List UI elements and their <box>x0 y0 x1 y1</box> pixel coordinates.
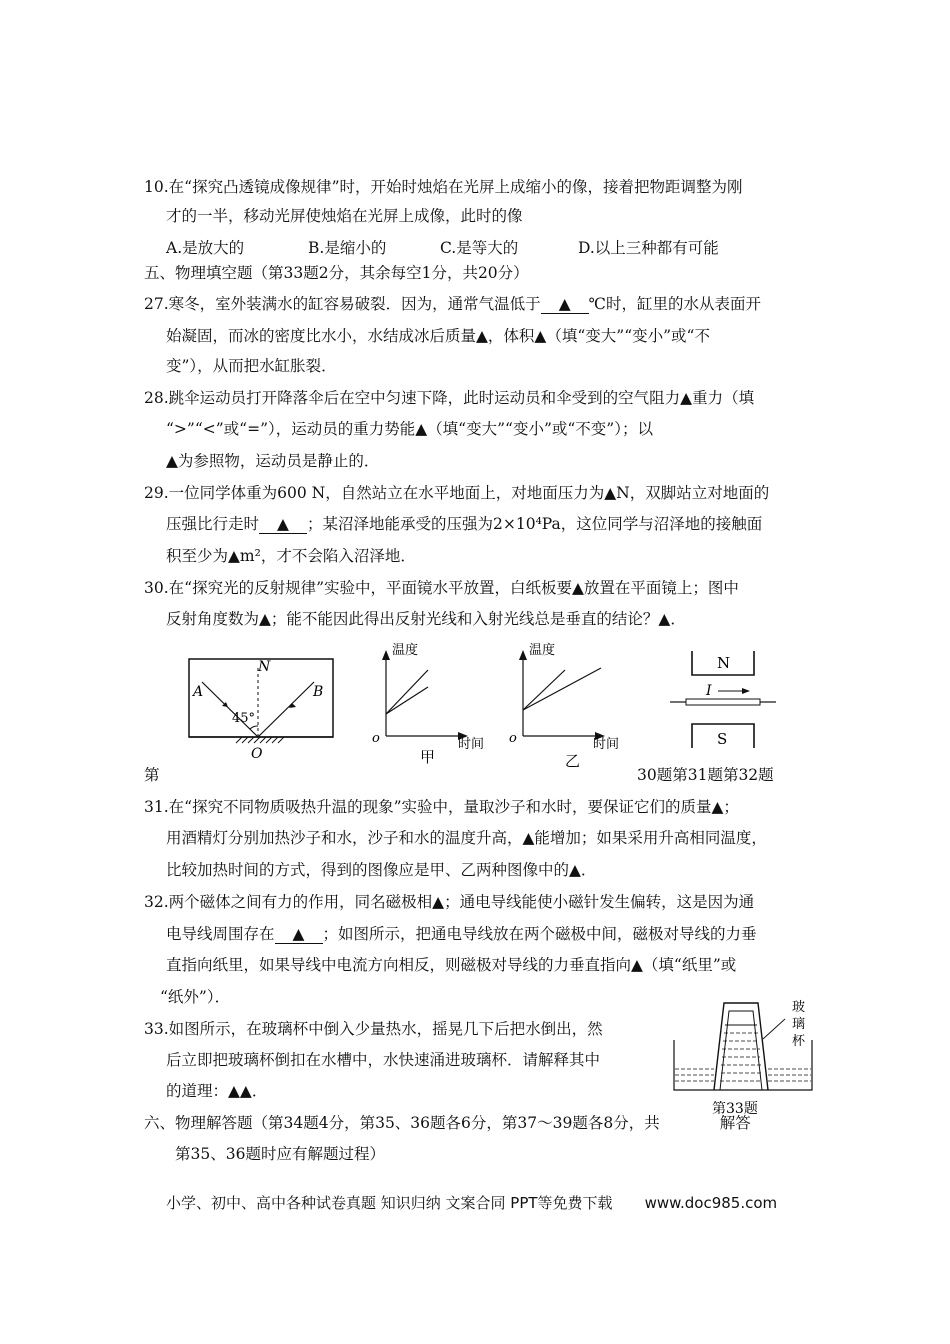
figure-31-graph-yi <box>505 638 633 773</box>
q27-line-1 <box>144 293 761 315</box>
q33-line-3: 的道理：▲▲． <box>166 1082 268 1100</box>
footer <box>166 1192 777 1213</box>
q27-line-3: 变”），从而把水缸胀裂． <box>166 357 337 375</box>
q31-line-2: 用酒精灯分别加热沙子和水，沙子和水的温度升高，▲能增加；如果采用升高相同温度， <box>166 829 767 847</box>
q33-line-1: 33.如图所示，在玻璃杯中倒入少量热水，摇晃几下后把水倒出，然 <box>144 1020 603 1038</box>
figure-30-label-a: A <box>193 684 204 700</box>
figure-33-label-char-1: 玻 <box>792 1000 806 1015</box>
figure-31-yi-xlabel: 时间 <box>593 737 620 752</box>
footer-text: 小学、初中、高中各种试卷真题 知识归纳 文案合同 PPT等免费下载 <box>166 1194 613 1212</box>
figure-31-jia-origin: o <box>372 731 380 746</box>
figure-31-jia-ylabel: 温度 <box>392 643 419 658</box>
figure-30-label-n: N <box>258 659 271 675</box>
q27-line-2: 始凝固，而冰的密度比水小，水结成冰后质量▲，体积▲（填“变大”“变小”或“不 <box>166 327 710 345</box>
q10-option-a: A.是放大的 <box>166 239 245 257</box>
figure-32-south-pole: S <box>717 730 728 748</box>
q29-line-2 <box>166 513 762 535</box>
q10-option-c: C.是等大的 <box>440 239 519 257</box>
q32-line-1: 32.两个磁体之间有力的作用，同名磁极相▲；通电导线能使小磁针发生偏转，这是因为通 <box>144 893 755 911</box>
section-6-line-2: 第35、36题时应有解题过程） <box>175 1145 385 1163</box>
figure-30-reflection <box>180 650 340 765</box>
q29-line-1: 29.一位同学体重为600 N，自然站立在水平地面上，对地面压力为▲N，双脚站立对地面的 <box>144 484 770 502</box>
figure-32-magnets <box>660 648 785 756</box>
q27-text-b: ℃时，缸里的水从表面开 <box>588 295 761 313</box>
q33-line-2: 后立即把玻璃杯倒扣在水槽中，水快速涌进玻璃杯．请解释其中 <box>166 1051 601 1069</box>
q28-line-2: “>”“<”或“=”），运动员的重力势能▲（填“变大”“变小”或“不变”）；以 <box>166 420 653 438</box>
figure-32-north-pole: N <box>717 654 731 672</box>
section-6-text-c: 解答 <box>719 1114 751 1132</box>
q30-line-1: 30.在“探究光的反射规律”实验中，平面镜水平放置，白纸板要▲放置在平面镜上；图中 <box>144 579 739 597</box>
figure-30-label-o: O <box>251 746 263 762</box>
q29-text-a: 压强比行走时 <box>166 515 260 533</box>
q10-line-2: 才的一半，移动光屏使烛焰在光屏上成像，此时的像 <box>166 207 523 225</box>
q27-text-a: 27.寒冬，室外装满水的缸容易破裂．因为，通常气温低于 <box>144 295 541 313</box>
figure-33-glass-cup <box>668 995 818 1120</box>
q32-blank: ▲ <box>275 925 323 944</box>
figure-30-angle: 45° <box>232 711 256 726</box>
q10-line-1: 10.在“探究凸透镜成像规律”时，开始时烛焰在光屏上成缩小的像，接着把物距调整为刚 <box>144 178 743 196</box>
section-6-line-1 <box>144 1112 751 1134</box>
q31-line-1: 31.在“探究不同物质吸热升温的现象”实验中，量取沙子和水时，要保证它们的质量▲； <box>144 798 739 816</box>
figure-caption-left: 第 <box>144 766 160 784</box>
q32-line-4: “纸外”）． <box>160 988 231 1006</box>
footer-url[interactable]: www.doc985.com <box>644 1194 778 1212</box>
figure-33-label-char-3: 杯 <box>792 1034 806 1049</box>
q27-blank: ▲ <box>541 295 589 314</box>
figure-31-yi-ylabel: 温度 <box>529 643 556 658</box>
figure-31-graph-jia <box>368 638 496 773</box>
q32-line-2 <box>166 923 757 945</box>
section-6-text-b: 共 <box>644 1114 660 1132</box>
q10-option-d: D.以上三种都有可能 <box>578 239 719 257</box>
figure-caption-right: 30题第31题第32题 <box>637 766 774 784</box>
q31-line-3: 比较加热时间的方式，得到的图像应是甲、乙两种图像中的▲． <box>166 861 597 879</box>
q30-line-2: 反射角度数为▲；能不能因此得出反射光线和入射光线总是垂直的结论？▲． <box>166 610 686 628</box>
figure-30-label-b: B <box>313 684 324 700</box>
q32-line-3: 直指向纸里，如果导线中电流方向相反，则磁极对导线的力垂直指向▲（填“纸里”或 <box>166 956 737 974</box>
figure-31-yi-name: 乙 <box>565 752 581 770</box>
figure-33-caption: 第33题 <box>712 1101 758 1117</box>
q29-text-b: ；某沼泽地能承受的压强为2×10⁴Pa，这位同学与沼泽地的接触面 <box>307 515 763 533</box>
figure-32-current-label: I <box>706 683 712 699</box>
q32-text-a: 电导线周围存在 <box>166 925 275 943</box>
q32-text-b: ；如图所示，把通电导线放在两个磁极中间，磁极对导线的力垂 <box>322 925 757 943</box>
figure-31-jia-xlabel: 时间 <box>458 737 485 752</box>
q29-line-3: 积至少为▲m²，才不会陷入沼泽地． <box>166 547 416 565</box>
q29-blank: ▲ <box>259 515 307 534</box>
section-6-text-a: 六、物理解答题（第34题4分，第35、36题各6分，第37～39题各8分， <box>144 1114 645 1132</box>
figure-31-yi-origin: o <box>509 731 517 746</box>
figure-33-label-char-2: 璃 <box>792 1017 806 1032</box>
section-5-heading: 五、物理填空题（第33题2分，其余每空1分，共20分） <box>144 264 529 282</box>
figure-31-jia-name: 甲 <box>420 748 436 766</box>
q10-option-b: B.是缩小的 <box>308 239 387 257</box>
q28-line-3: ▲为参照物，运动员是静止的． <box>166 452 380 470</box>
q28-line-1: 28.跳伞运动员打开降落伞后在空中匀速下降，此时运动员和伞受到的空气阻力▲重力（填 <box>144 389 755 407</box>
